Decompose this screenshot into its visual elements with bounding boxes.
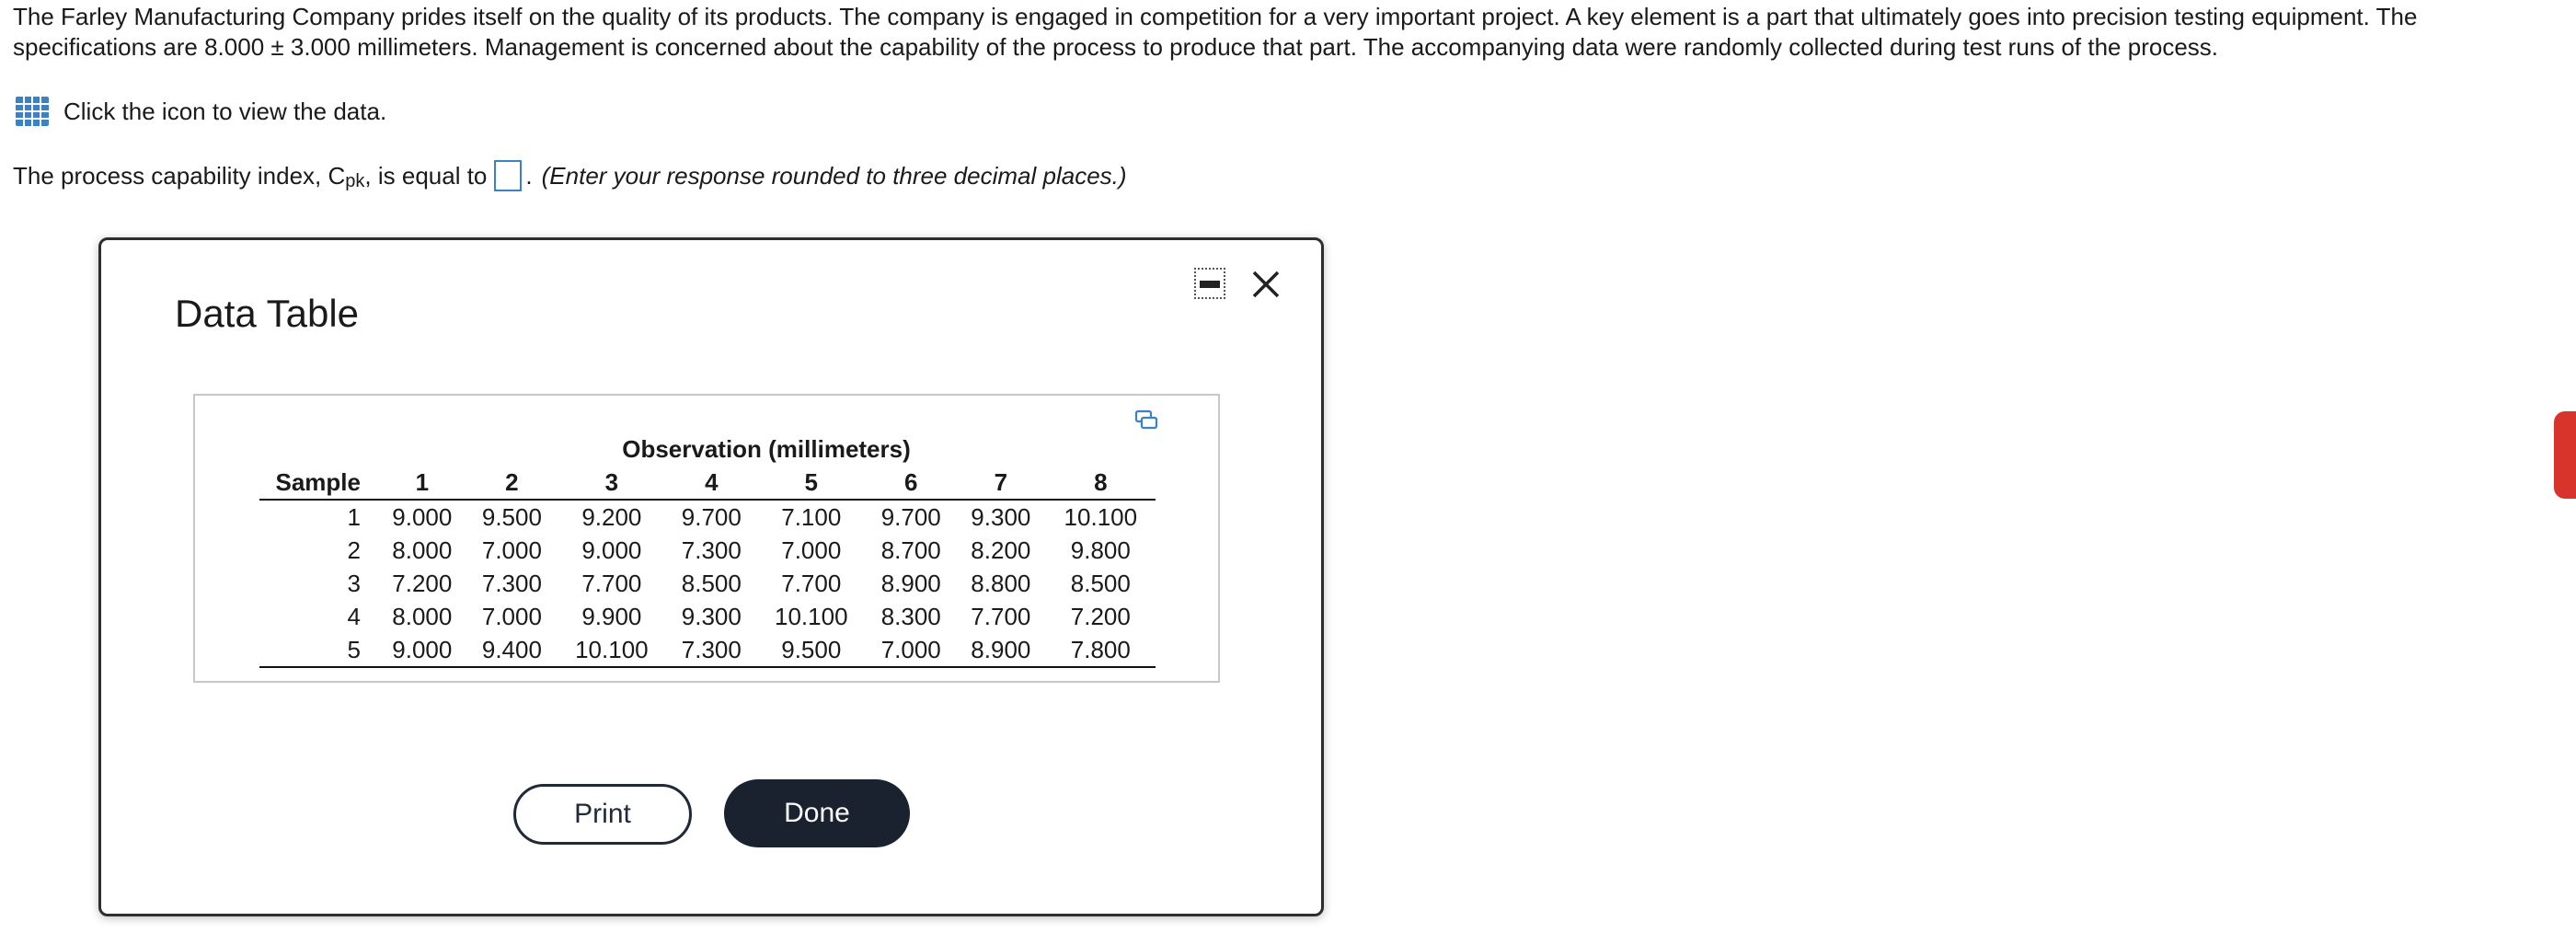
- observation-cell: 8.200: [971, 536, 1031, 564]
- table-grid-icon[interactable]: [15, 96, 50, 127]
- view-data-label[interactable]: Click the icon to view the data.: [63, 97, 387, 125]
- observation-cell: 7.000: [866, 633, 956, 667]
- observation-cell: 8.000: [392, 602, 453, 630]
- problem-statement: The Farley Manufacturing Company prides itself on the quality of its products. The company is engaged in competition for a very important project. A key element is a part that ultimately goes into precision testing equipment. The specifications are 8.000 ± 3.000 millimeters. Management is concerned about the capability of the process to produce that part. The accompanying data were randomly collected during test runs of the process.: [13, 3, 2418, 61]
- rounding-hint: (Enter your response rounded to three decimal places.): [541, 162, 1127, 190]
- table-row: [259, 534, 1156, 567]
- table-row: [259, 600, 1156, 633]
- observation-cell: 7.700: [971, 602, 1031, 630]
- observation-cell: 9.000: [581, 536, 642, 564]
- observation-cell: 10.100: [1064, 502, 1138, 531]
- column-header: 1: [377, 466, 467, 500]
- observation-cell: 7.300: [681, 536, 742, 564]
- table-row: [259, 633, 1156, 667]
- copy-icon[interactable]: [1134, 409, 1158, 432]
- close-button[interactable]: [1249, 268, 1282, 301]
- data-table-frame: [193, 394, 1220, 683]
- observation-cell: 8.800: [971, 569, 1031, 597]
- observation-cell: 9.700: [681, 502, 742, 531]
- observation-cell: 8.000: [392, 536, 453, 564]
- observation-cell: 9.400: [467, 633, 558, 667]
- question-suffix: .: [525, 162, 533, 190]
- observation-cell: 8.500: [1070, 569, 1131, 597]
- blank-header-cell: [259, 432, 377, 466]
- sample-column-header: Sample: [259, 466, 377, 500]
- column-header: 2: [467, 466, 558, 500]
- print-button[interactable]: Print: [513, 784, 692, 845]
- observation-cell: 9.500: [481, 502, 542, 531]
- sample-number: 2: [347, 536, 361, 564]
- done-button[interactable]: Done: [724, 779, 910, 847]
- observation-cell: 9.300: [971, 502, 1031, 531]
- observation-cell: 7.300: [481, 569, 542, 597]
- column-header: 3: [557, 466, 666, 500]
- observation-cell: 8.500: [681, 569, 742, 597]
- observation-cell: 7.000: [481, 602, 542, 630]
- column-header: 7: [956, 466, 1046, 500]
- observation-cell: 7.200: [392, 569, 453, 597]
- side-feedback-tab[interactable]: [2554, 411, 2576, 499]
- view-data-link[interactable]: [15, 95, 386, 128]
- observation-cell: 7.800: [1046, 633, 1156, 667]
- observation-cell: 10.100: [557, 633, 666, 667]
- observation-cell: 8.900: [956, 633, 1046, 667]
- data-table-dialog: [98, 237, 1324, 916]
- minimize-icon: [1200, 281, 1220, 288]
- observation-cell: 9.000: [377, 633, 467, 667]
- question-subscript: pk: [345, 171, 365, 191]
- sample-number: 1: [347, 502, 361, 531]
- column-header: 6: [866, 466, 956, 500]
- observation-cell: 9.200: [581, 502, 642, 531]
- observation-cell: 7.700: [581, 569, 642, 597]
- question-line: [13, 158, 1127, 193]
- observation-cell: 10.100: [775, 602, 848, 630]
- table-row: [259, 567, 1156, 600]
- observation-cell: 9.000: [392, 502, 453, 531]
- observation-cell: 9.300: [681, 602, 742, 630]
- question-prefix: The process capability index, C: [13, 162, 346, 190]
- answer-input[interactable]: [494, 160, 522, 191]
- question-middle: , is equal to: [364, 162, 488, 190]
- observation-cell: 9.500: [756, 633, 866, 667]
- sample-number: 5: [259, 633, 377, 667]
- column-header: 5: [756, 466, 866, 500]
- minimize-button[interactable]: [1194, 268, 1225, 299]
- sample-number: 4: [347, 602, 361, 630]
- dialog-title: Data Table: [175, 292, 360, 335]
- observation-cell: 7.200: [1070, 602, 1131, 630]
- observation-cell: 7.700: [781, 569, 842, 597]
- column-header: 8: [1046, 466, 1156, 500]
- table-row: [259, 500, 1156, 534]
- observation-cell: 8.300: [880, 602, 941, 630]
- observation-cell: 8.700: [880, 536, 941, 564]
- sample-number: 3: [347, 569, 361, 597]
- observation-cell: 9.700: [880, 502, 941, 531]
- close-icon: [1249, 268, 1282, 301]
- observation-cell: 7.000: [481, 536, 542, 564]
- column-header: 4: [667, 466, 757, 500]
- observation-cell: 7.300: [667, 633, 757, 667]
- observation-cell: 7.100: [781, 502, 842, 531]
- observation-cell: 9.900: [581, 602, 642, 630]
- observation-group-header: Observation (millimeters): [622, 434, 911, 463]
- observation-cell: 9.800: [1070, 536, 1131, 564]
- observation-table: [259, 432, 1156, 668]
- observation-cell: 8.900: [880, 569, 941, 597]
- column-header-row: [259, 466, 1156, 500]
- observation-cell: 7.000: [781, 536, 842, 564]
